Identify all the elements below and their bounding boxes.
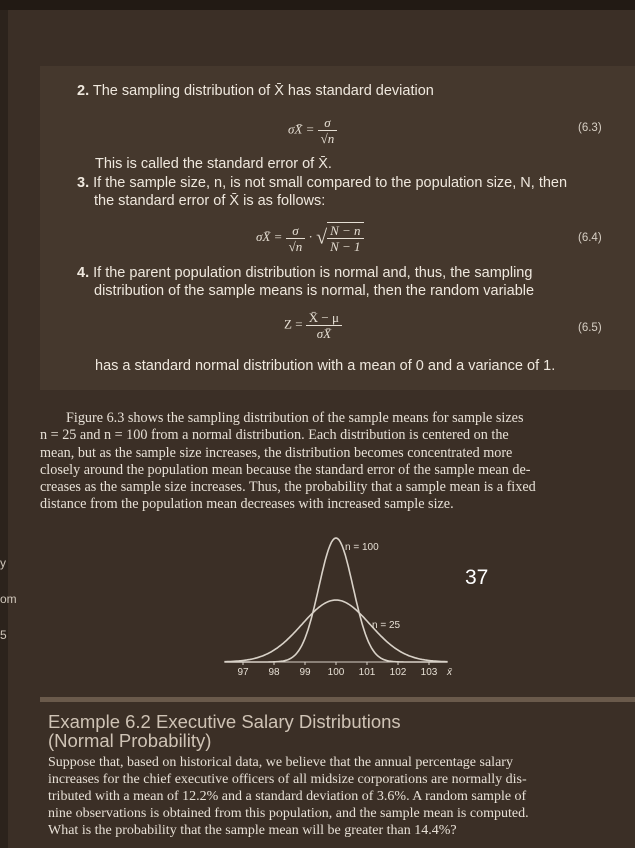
example-title bbox=[48, 712, 628, 750]
paragraph-line-5: creases as the sample size increases. Thus, the probability that a sample mean is a fixed bbox=[40, 479, 536, 496]
formula-6-4-lhs: σX̄ = bbox=[256, 228, 283, 244]
example-body-line-4: nine observations is obtained from this population, and the sample mean is computed. bbox=[48, 806, 529, 821]
page-gutter bbox=[0, 10, 8, 848]
x-tick-label: 99 bbox=[299, 667, 311, 678]
curve-n-25 bbox=[224, 600, 447, 662]
page-number: 37 bbox=[465, 566, 489, 589]
example-title-line-2: (Normal Probability) bbox=[48, 730, 212, 751]
formula-6-3-lhs: σX̄ = bbox=[288, 121, 315, 137]
formula-6-5-numerator: X̄ − μ bbox=[306, 310, 342, 326]
x-tick-label: 103 bbox=[420, 667, 438, 678]
axis-symbol-xbar: x̄ bbox=[447, 667, 452, 678]
item-3-number: 3. bbox=[77, 175, 90, 191]
edge-fragment-1: y bbox=[0, 556, 6, 570]
item-2-text: The sampling distribution of X̄ has standard deviation bbox=[92, 83, 434, 99]
example-body-line-3: tributed with a mean of 12.2% and a standard deviation of 3.6%. A random sample of bbox=[48, 789, 527, 804]
eq-number-6-3: (6.3) bbox=[578, 122, 602, 134]
formula-6-3-denominator: √n bbox=[320, 131, 335, 146]
item-2-number: 2. bbox=[77, 83, 90, 99]
x-axis-ticks bbox=[237, 662, 437, 678]
formula-6-5-lhs: Z = bbox=[284, 316, 303, 332]
formula-6-4-numerator-2: N − n bbox=[327, 223, 363, 239]
paragraph-line-2: n = 25 and n = 100 from a normal distribution. Each distribution is centered on the bbox=[40, 427, 509, 444]
formula-6-5 bbox=[284, 310, 342, 341]
paragraph-line-1: Figure 6.3 shows the sampling distribution of the sample means for sample sizes bbox=[66, 410, 524, 426]
item-2 bbox=[77, 82, 434, 100]
top-bar bbox=[0, 0, 635, 10]
x-tick-label: 98 bbox=[268, 667, 280, 678]
x-tick-label: 102 bbox=[389, 667, 407, 678]
label-n-25: n = 25 bbox=[372, 620, 401, 631]
label-n-100: n = 100 bbox=[345, 542, 379, 553]
item-4-follow: has a standard normal distribution with a mean of 0 and a variance of 1. bbox=[95, 358, 556, 374]
eq-number-6-5: (6.5) bbox=[578, 322, 602, 334]
edge-fragment-2: om bbox=[0, 592, 17, 606]
sampling-distribution-figure bbox=[215, 530, 470, 682]
formula-6-5-denominator: σX̄ bbox=[316, 326, 332, 341]
example-body-line-2: increases for the chief executive officers of all midsize corporations are normally dis- bbox=[48, 772, 527, 787]
item-3-text-line1: If the sample size, n, is not small compared to the population size, N, then bbox=[93, 175, 568, 191]
x-tick-label: 97 bbox=[237, 667, 249, 678]
paragraph-line-4: closely around the population mean because the standard error of the sample mean de- bbox=[40, 461, 531, 478]
formula-6-3 bbox=[288, 115, 337, 146]
item-4-text-line2: distribution of the sample means is normal, then the random variable bbox=[94, 283, 535, 299]
paragraph-line-3: mean, but as the sample size increases, the distribution becomes concentrated more bbox=[40, 444, 513, 461]
eq-number-6-4: (6.4) bbox=[578, 232, 602, 244]
x-tick-label: 101 bbox=[358, 667, 376, 678]
example-divider bbox=[40, 697, 635, 702]
example-body-line-5: What is the probability that the sample mean will be greater than 14.4%? bbox=[48, 823, 457, 838]
item-2-follow: This is called the standard error of X̄. bbox=[95, 156, 332, 172]
formula-6-4-numerator-1: σ bbox=[286, 223, 306, 239]
edge-fragment-3: 5 bbox=[0, 628, 7, 642]
formula-6-4-denominator-2: N − 1 bbox=[330, 239, 361, 254]
item-4 bbox=[77, 264, 627, 300]
item-4-number: 4. bbox=[77, 265, 90, 281]
figure-description-paragraph bbox=[40, 410, 635, 514]
formula-6-3-numerator: σ bbox=[318, 115, 338, 131]
example-title-line-1: Example 6.2 Executive Salary Distributions bbox=[48, 711, 401, 732]
item-3 bbox=[77, 174, 627, 210]
formula-6-4-denominator-1: √n bbox=[288, 238, 303, 254]
paragraph-line-6: distance from the population mean decreases with increased sample size. bbox=[40, 496, 454, 513]
x-tick-label: 100 bbox=[327, 667, 345, 678]
formula-6-4: σX̄ = $\frac{\sigma}{√n}$ · √ $\frac{N - n}{N - 1}$ bbox=[256, 222, 364, 254]
item-4-text-line1: If the parent population distribution is normal and, thus, the sampling bbox=[93, 265, 533, 281]
example-body-line-1: Suppose that, based on historical data, we believe that the annual percentage salary bbox=[48, 755, 513, 770]
example-body bbox=[48, 754, 628, 839]
item-3-text-line2: the standard error of X̄ is as follows: bbox=[94, 193, 326, 209]
